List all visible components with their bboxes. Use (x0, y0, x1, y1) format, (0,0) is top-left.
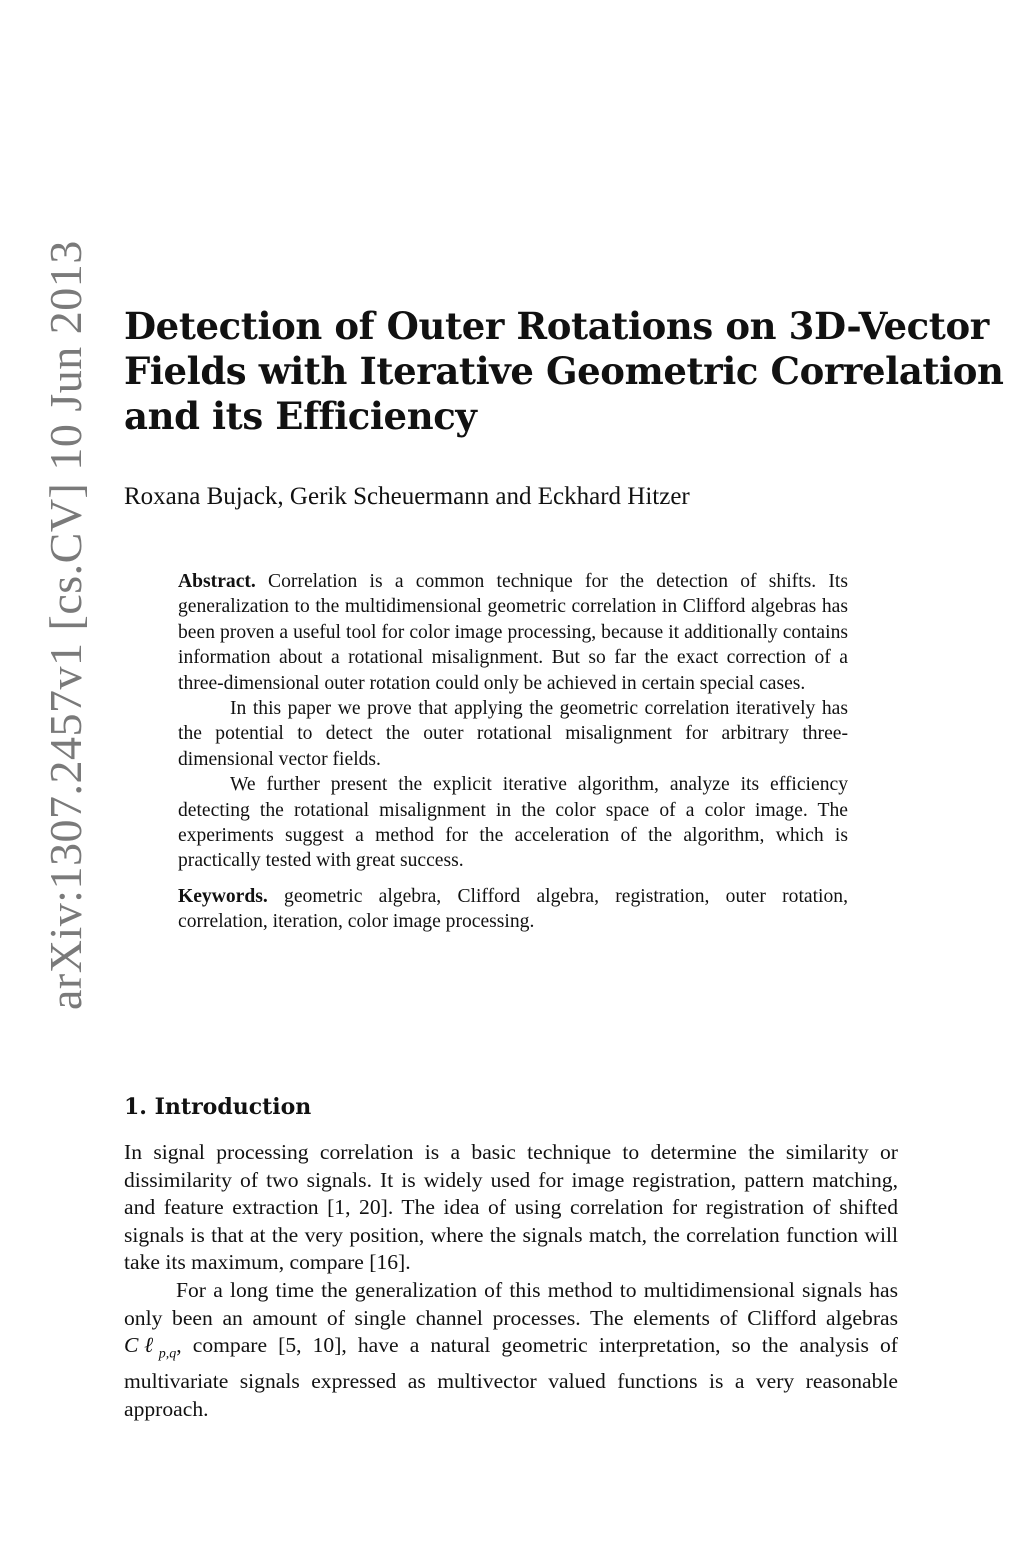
intro-paragraph-2 (124, 1277, 898, 1423)
author-list: Roxana Bujack, Gerik Scheuermann and Eckhard Hitzer (124, 483, 690, 510)
abstract-block (178, 569, 848, 935)
intro-text-2b: , compare [5, 10], have a natural geometric interpretation, so the analysis of multivariate signals expressed as multivector valued functions is a very reasonable approach. (124, 1333, 898, 1421)
title-line-1: Detection of Outer Rotations on 3D-Vector (124, 304, 989, 348)
abstract-paragraph-2: In this paper we prove that applying the geometric correlation iteratively has the potential to detect the outer rotational misalignment for arbitrary three-dimensional vector fields. (178, 698, 848, 770)
paper-title (124, 304, 1004, 439)
keywords-paragraph (178, 884, 848, 935)
abstract-paragraph-3: We further present the explicit iterative algorithm, analyze its efficiency detecting the rotational misalignment in the color space of a color image. The experiments suggest a method for the acceleration of the algorithm, which is practically tested with great success. (178, 774, 848, 872)
intro-text-2a: For a long time the generalization of this method to multidimensional signals has only been an amount of single channel processes. The elements of Clifford algebras (124, 1277, 898, 1330)
arxiv-identifier: arXiv:1307.2457v1 [cs.CV] 10 Jun 2013 (40, 240, 91, 1010)
abstract-paragraph-1 (178, 569, 848, 696)
title-line-3: and its Efficiency (124, 394, 477, 438)
keywords-text: geometric algebra, Clifford algebra, registration, outer rotation, correlation, iteration, color image processing. (178, 885, 848, 933)
section-heading-introduction: 1. Introduction (124, 1094, 312, 1120)
clifford-symbol-subscript: p,q (158, 1346, 177, 1362)
abstract-label: Abstract. (178, 571, 256, 592)
title-line-2: Fields with Iterative Geometric Correlation (124, 349, 1004, 393)
keywords-label: Keywords. (178, 885, 268, 907)
intro-paragraph-1: In signal processing correlation is a basic technique to determine the similarity or dissimilarity of two signals. It is widely used for image registration, pattern matching, and feature extraction [1, 20]. The idea of using correlation for registration of shifted signals is that at the very position, where the signals match, the correlation function will take its maximum, compare [16]. (124, 1140, 898, 1275)
abstract-text-1: Correlation is a common technique for the detection of shifts. Its generalization to the multidimensional geometric correlation in Clifford algebras has been proven a useful tool for color image processing, because it additionally contains information about a rotational misalignment. But so far the exact correction of a three-dimensional outer rotation could only be achieved in certain special cases. (178, 571, 848, 694)
introduction-body (124, 1139, 898, 1423)
clifford-algebra-symbol (124, 1333, 177, 1362)
clifford-symbol-base: Cℓ (124, 1333, 159, 1358)
